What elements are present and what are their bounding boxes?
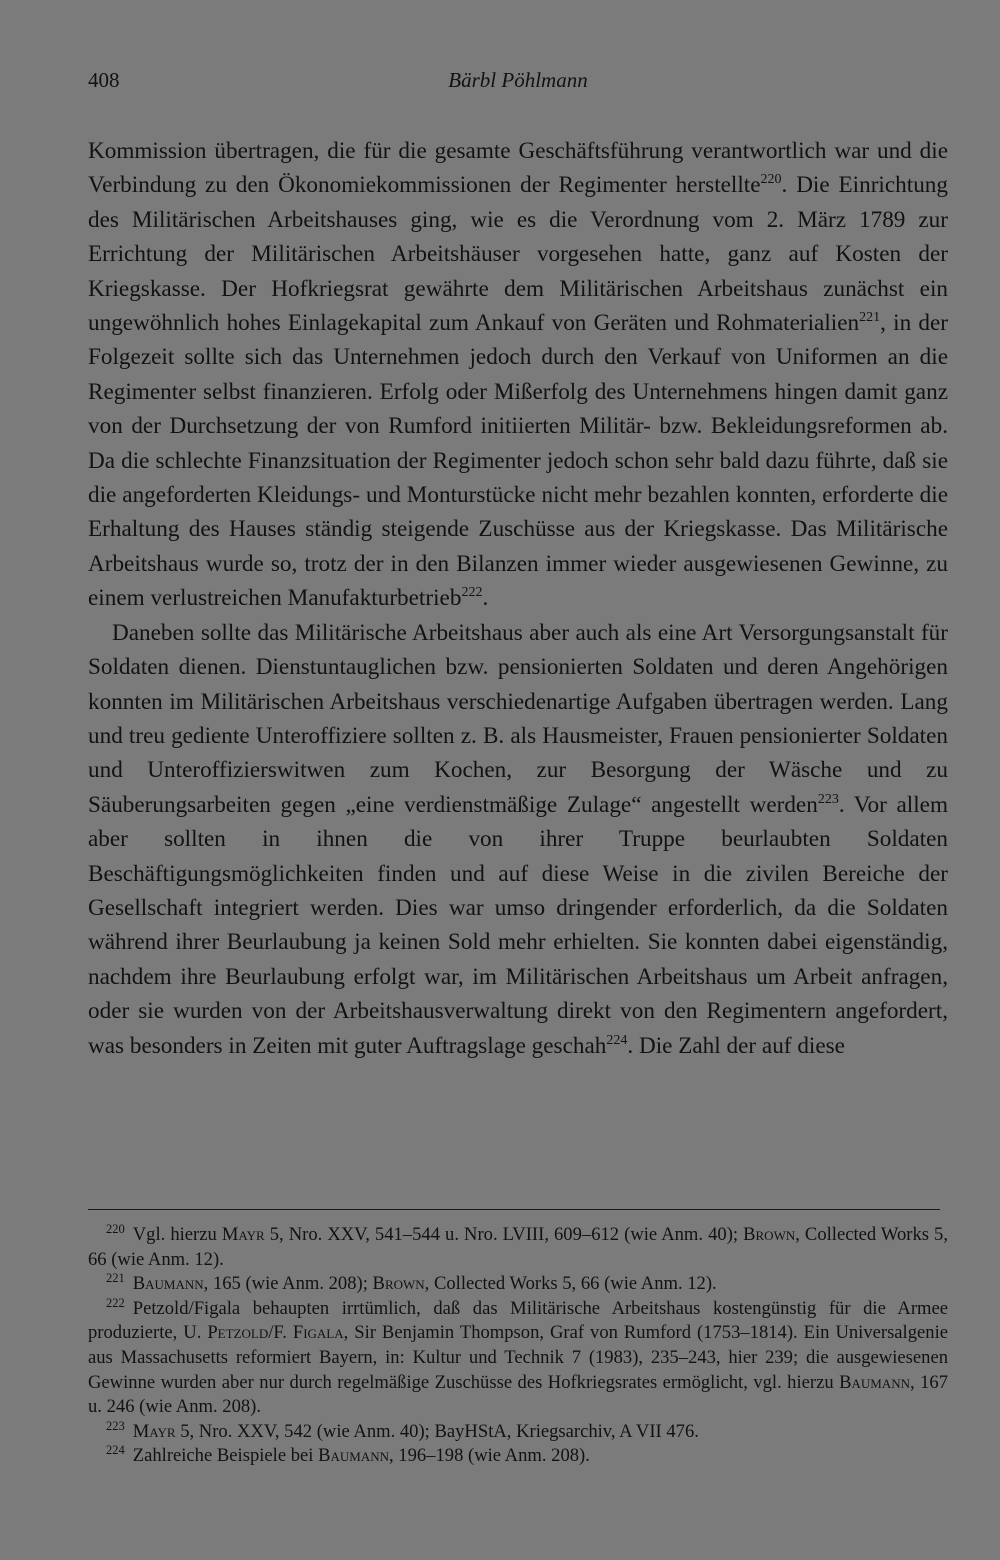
text-run: , 196–198 (wie Anm. 208). xyxy=(389,1445,590,1467)
footnote-221 xyxy=(88,1272,948,1297)
body-text xyxy=(88,134,948,1063)
footnotes xyxy=(88,1223,948,1469)
text-run: 5, Nro. XXV, 542 (wie Anm. 40); BayHStA, Kriegsarchiv, A VII 476. xyxy=(175,1420,699,1442)
page-number: 408 xyxy=(88,68,120,92)
author-name: Mayr xyxy=(132,1420,176,1442)
text-run: 5, Nro. XXV, 541–544 u. Nro. LVIII, 609–612 (wie Anm. 40); xyxy=(264,1224,744,1245)
author-name: Brown xyxy=(743,1224,796,1245)
footnote-number: 224 xyxy=(106,1443,125,1458)
author-name: Baumann xyxy=(132,1273,204,1295)
text-run: /F. xyxy=(268,1322,293,1344)
footnote-ref-222: 222 xyxy=(461,585,483,601)
footnote-number: 223 xyxy=(106,1418,125,1433)
footnote-number: 222 xyxy=(106,1295,125,1310)
text-run: Zahlreiche Beispiele bei xyxy=(132,1445,319,1467)
footnote-number: 221 xyxy=(106,1271,125,1286)
footnote-ref-221: 221 xyxy=(859,310,881,326)
author-name: Brown xyxy=(372,1273,425,1295)
footnote-222 xyxy=(88,1297,948,1420)
footnote-ref-223: 223 xyxy=(817,791,839,807)
text-run: , Collected Works 5, 66 (wie Anm. 12). xyxy=(88,1224,948,1270)
footnote-224 xyxy=(88,1444,948,1469)
text-run: . Die Einrichtung des Militärischen Arbeitshauses ging, wie es die Verordnung vom 2. März 1789 zur Errichtung der Militärischen Arbeitshäuser vorgesehen hatte, ganz auf Kosten der Kriegskasse. Der Hofkriegsrat gewährte dem Militärischen Arbeitshaus zunächst ein ungewöhnlich hohes Einlagekapital zum Ankauf von Geräten und Rohmaterialien xyxy=(88,172,948,337)
author-name: Baumann xyxy=(318,1445,389,1467)
text-run: , 167 u. 246 (wie Anm. 208). xyxy=(88,1371,949,1418)
text-run: , in der Folgezeit sollte sich das Unternehmen jedoch durch den Verkauf von Uniformen an die Regimenter selbst finanzieren. Erfolg oder Mißerfolg des Unternehmens hingen damit ganz von der Durchsetzung der von Rumford initiierten Militär- bzw. Bekleidungsreformen ab. Da die schlechte Finanzsituation der Regimenter jedoch schon sehr bald dazu führte, daß sie die angeforderten Kleidungs- und Monturstücke nicht mehr bezahlen konnten, erforderte die Erhaltung des Hauses ständig steigende Zuschüsse aus der Kriegskasse. Das Militärische Arbeitshaus wurde so, trotz der in den Bilanzen immer wieder ausgewiesenen Gewinne, zu einem verlustreichen Manufakturbetrieb xyxy=(88,310,948,612)
text-run: Daneben sollte das Militärische Arbeitshaus aber auch als eine Art Versorgungsanstalt für Soldaten dienen. Dienstuntauglichen bzw. pensionierten Soldaten und deren Angehörigen konnten im Militärischen Arbeitshaus verschiedenartige Aufgaben übertragen werden. Lang und treu gediente Unteroffiziere sollten z. B. als Hausmeister, Frauen pensionierter Soldaten und Unteroffizierswitwen zum Kochen, zur Besorgung der Wäsche und zu Säuberungsarbeiten gegen „eine verdienstmäßige Zulage“ angestellt werden xyxy=(88,619,948,818)
author-name: Petzold xyxy=(207,1322,269,1344)
paragraph-1 xyxy=(88,134,948,616)
footnote-ref-224: 224 xyxy=(606,1032,628,1048)
running-title: Bärbl Pöhlmann xyxy=(448,68,588,92)
footnote-223 xyxy=(88,1420,948,1445)
author-name: Baumann xyxy=(839,1371,911,1393)
text-run: . Vor allem aber sollten in ihnen die von ihrer Truppe beurlaubten Soldaten Beschäftigungsmöglichkeiten finden und auf diese Weise in die zivilen Bereiche der Gesellschaft integriert werden. Dies war umso dringender erforderlich, da die Soldaten während ihrer Beurlaubung ja keinen Sold mehr erhielten. Sie konnten dabei eigenständig, nachdem ihre Beurlaubung erfolgt war, im Militärischen Arbeitshaus um Arbeit anfragen, oder sie wurden von der Arbeitshausverwaltung direkt von den Regimentern angefordert, was besonders in Zeiten mit guter Auftragslage geschah xyxy=(88,791,948,1059)
footnote-ref-220: 220 xyxy=(760,172,782,188)
paragraph-2 xyxy=(88,616,948,1063)
text-run: . Die Zahl der auf diese xyxy=(627,1032,845,1059)
text-run: , Sir Benjamin Thompson, Graf von Rumford (1753–1814). Ein Universalgenie aus Massachusetts reformiert Bayern, in: Kultur und Technik 7 (1983), 235–243, hier 239; die ausgewiesenen Gewinne wurden aber nur durch regelmäßige Zuschüsse des Hofkriegsrates ermöglicht, vgl. hierzu xyxy=(88,1322,948,1393)
footnote-number: 220 xyxy=(106,1222,125,1236)
page-header xyxy=(88,68,948,102)
footnote-220 xyxy=(88,1223,948,1272)
author-name: Figala xyxy=(292,1322,344,1344)
footnote-separator xyxy=(88,1209,940,1210)
text-run: , 165 (wie Anm. 208); xyxy=(203,1273,373,1295)
text-run: . xyxy=(482,585,489,612)
text-run: Petzold/Figala behaupten irrtümlich, daß das Militärische Arbeitshaus kostengünstig für die Armee produzierte, U. xyxy=(88,1297,948,1344)
text-run: , Collected Works 5, 66 (wie Anm. 12). xyxy=(424,1273,717,1295)
author-name: Mayr xyxy=(221,1224,265,1245)
text-run: Vgl. hierzu xyxy=(132,1224,222,1245)
text-run: Kommission übertragen, die für die gesamte Geschäftsführung verantwortlich war und die Verbindung zu den Ökonomiekommissionen der Regimenter herstellte xyxy=(88,138,948,199)
